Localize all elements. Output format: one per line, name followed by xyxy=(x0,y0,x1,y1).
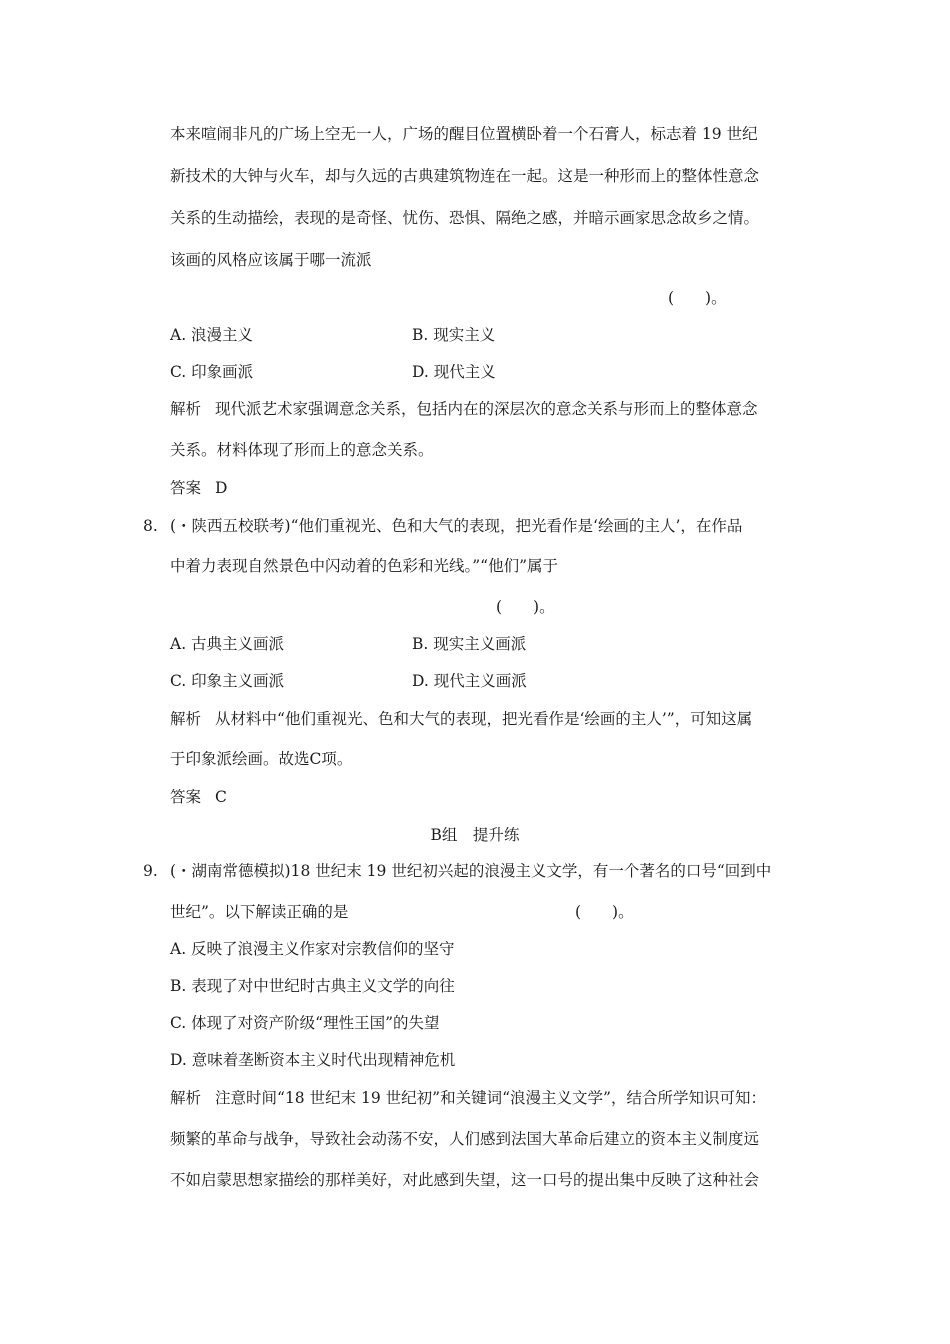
analysis-label: 解析 xyxy=(170,400,202,418)
q7-option-c: C. 印象画派 xyxy=(170,363,254,381)
q9-number: 9. xyxy=(143,862,158,880)
q8-stem-line: (・陕西五校联考)“他们重视光、色和大气的表现，把光看作是‘绘画的主人’，在作品 xyxy=(170,517,743,535)
q8-answer-line xyxy=(170,787,227,807)
q8-stem-line: 中着力表现自然景色中闪动着的色彩和光线。”“他们”属于 xyxy=(170,557,559,575)
q7-analysis-line: 关系。材料体现了形而上的意念关系。 xyxy=(170,441,434,459)
q9-analysis-line xyxy=(170,1088,766,1108)
q9-option-c: C. 体现了对资产阶级“理性王国”的失望 xyxy=(170,1014,440,1032)
q8-option-row xyxy=(170,634,527,654)
section-title: B组 提升练 xyxy=(430,826,520,844)
q7-answer-value: D xyxy=(215,479,228,497)
q7-answer-paren: ( )。 xyxy=(668,289,727,307)
analysis-label: 解析 xyxy=(170,1089,202,1107)
q7-analysis-text: 现代派艺术家强调意念关系，包括内在的深层次的意念关系与形而上的整体意念 xyxy=(215,400,758,418)
q7-stem-line: 关系的生动描绘，表现的是奇怪、忧伤、恐惧、隔绝之感，并暗示画家思念故乡之情。 xyxy=(170,209,760,227)
q7-option-a: A. 浪漫主义 xyxy=(170,326,254,344)
q8-option-b: B. 现实主义画派 xyxy=(412,635,527,653)
q9-analysis-line: 频繁的革命与战争，导致社会动荡不安，人们感到法国大革命后建立的资本主义制度远 xyxy=(170,1130,760,1148)
q8-answer-value: C xyxy=(215,788,227,806)
q7-option-d: D. 现代主义 xyxy=(412,363,496,381)
q9-option-a: A. 反映了浪漫主义作家对宗教信仰的坚守 xyxy=(170,940,455,958)
q8-option-c: C. 印象主义画派 xyxy=(170,672,285,690)
q7-answer-line xyxy=(170,478,227,498)
q8-analysis-text: 从材料中“他们重视光、色和大气的表现，把光看作是‘绘画的主人’”，可知这属 xyxy=(215,710,753,728)
analysis-label: 解析 xyxy=(170,710,202,728)
q7-stem-line: 本来喧闹非凡的广场上空无一人，广场的醒目位置横卧着一个石膏人，标志着 19 世纪 xyxy=(170,125,758,143)
q9-option-b: B. 表现了对中世纪时古典主义文学的向往 xyxy=(170,977,455,995)
q7-stem-line: 新技术的大钟与火车，却与久远的古典建筑物连在一起。这是一种形而上的整体性意念 xyxy=(170,167,760,185)
q9-stem-line: (・湖南常德模拟)18 世纪末 19 世纪初兴起的浪漫主义文学，有一个著名的口号“回到中 xyxy=(170,862,772,880)
q7-option-row xyxy=(170,325,496,345)
q7-analysis-line xyxy=(170,399,758,419)
q7-option-b: B. 现实主义 xyxy=(412,326,496,344)
q7-stem-line: 该画的风格应该属于哪一流派 xyxy=(170,251,372,269)
answer-label: 答案 xyxy=(170,788,202,806)
q8-option-row xyxy=(170,671,527,691)
answer-label: 答案 xyxy=(170,479,202,497)
q9-analysis-line: 不如启蒙思想家描绘的那样美好，对此感到失望，这一口号的提出集中反映了这种社会 xyxy=(170,1171,760,1189)
q9-option-d: D. 意味着垄断资本主义时代出现精神危机 xyxy=(170,1051,456,1069)
q9-answer-paren: ( )。 xyxy=(575,903,634,921)
q8-option-d: D. 现代主义画派 xyxy=(412,672,527,690)
q8-number: 8. xyxy=(143,517,158,535)
q8-answer-paren: ( )。 xyxy=(496,598,555,616)
q9-stem-line: 世纪”。以下解读正确的是 xyxy=(170,903,349,921)
q8-analysis-line: 于印象派绘画。故选C项。 xyxy=(170,750,353,768)
q9-analysis-text: 注意时间“18 世纪末 19 世纪初”和关键词“浪漫主义文学”，结合所学知识可知： xyxy=(215,1089,766,1107)
q8-analysis-line xyxy=(170,709,752,729)
q7-option-row xyxy=(170,362,496,382)
q8-option-a: A. 古典主义画派 xyxy=(170,635,285,653)
